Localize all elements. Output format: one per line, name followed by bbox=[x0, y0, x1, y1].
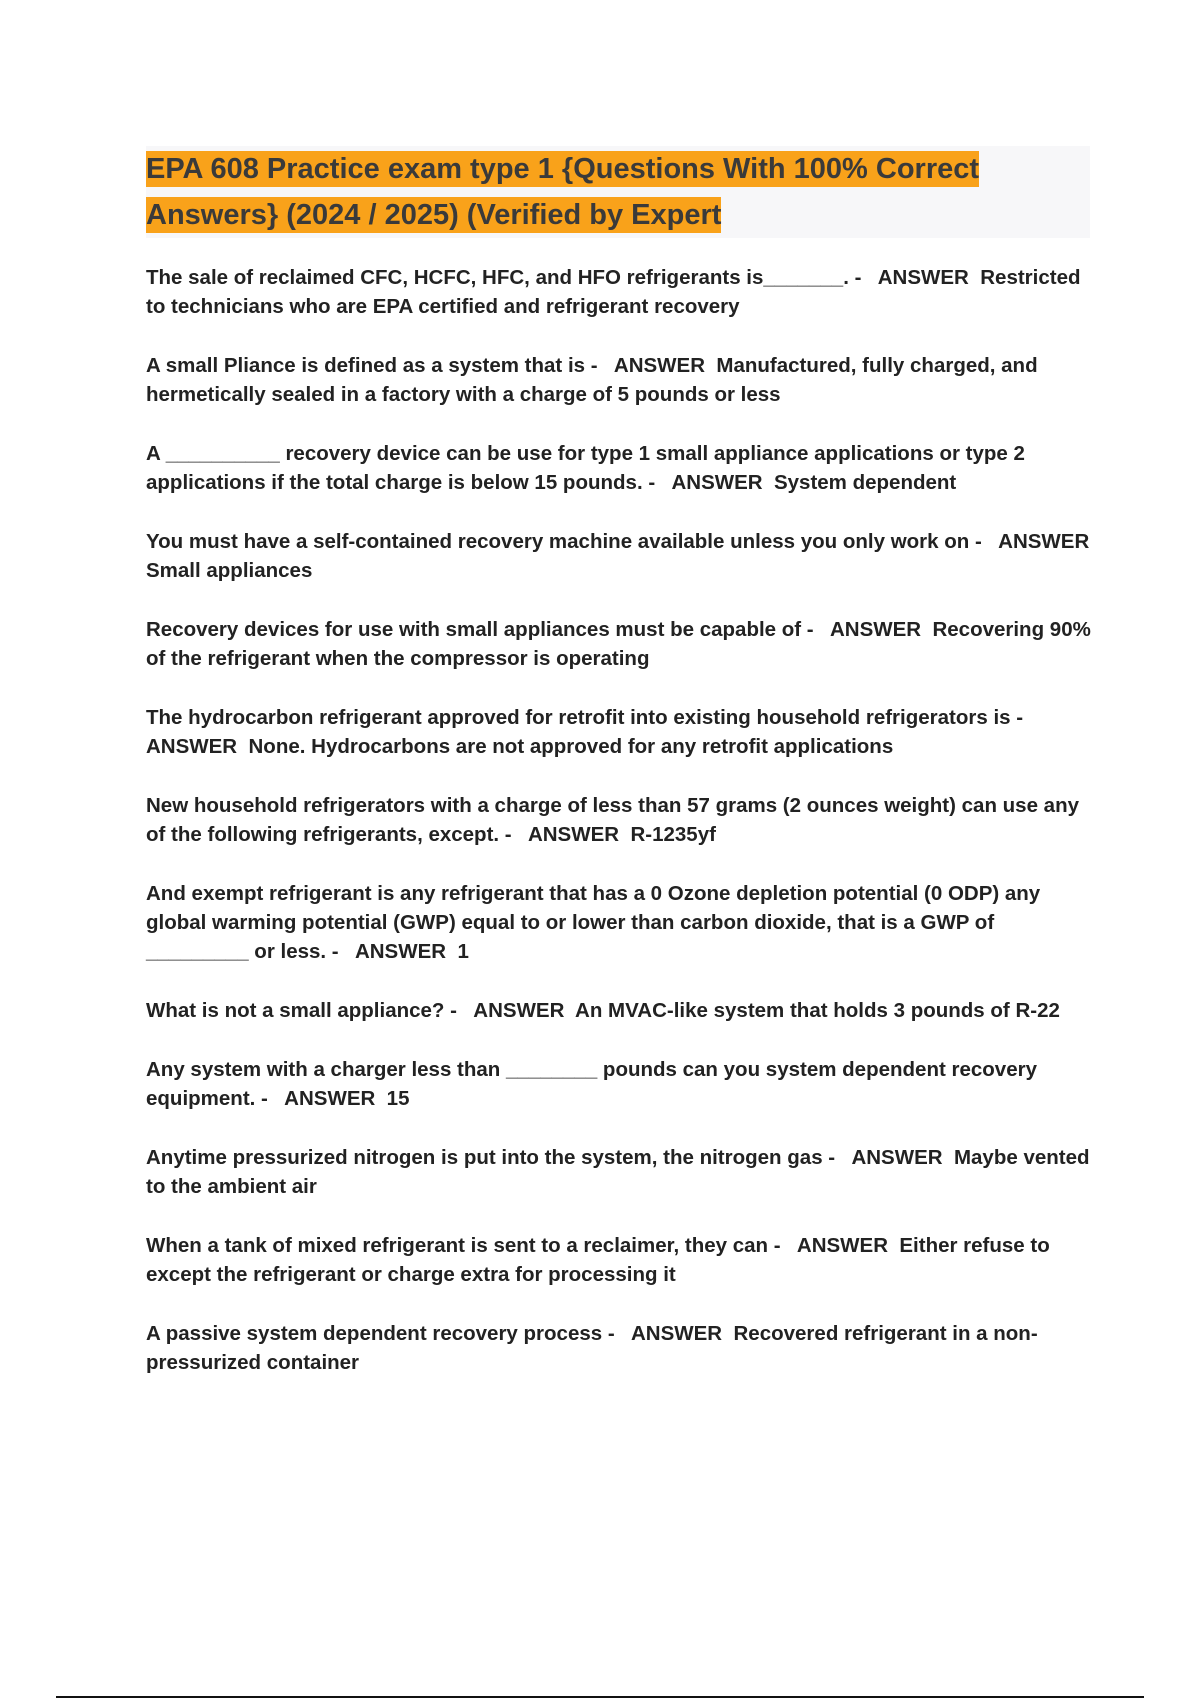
qa-item-3: A __________ recovery device can be use for type 1 small appliance applications or type 2 applications if the total charge is below 15 pounds. - ANSWER System dependent bbox=[146, 442, 1031, 494]
title-block bbox=[146, 146, 1090, 238]
qa-item-4: You must have a self-contained recovery machine available unless you only work on - ANSWER Small appliances bbox=[146, 530, 1101, 582]
qa-item-8: And exempt refrigerant is any refrigerant that has a 0 Ozone depletion potential (0 ODP) any global warming potential (GWP) equal to or lower than carbon dioxide, that is a GWP of _________ or less. - ANSWER 1 bbox=[146, 882, 1046, 963]
qa-item-9: What is not a small appliance? - ANSWER An MVAC-like system that holds 3 pounds of R-22 bbox=[146, 999, 1060, 1022]
qa-item-6: The hydrocarbon refrigerant approved for retrofit into existing household refrigerators is - ANSWER None. Hydrocarbons are not approved for any retrofit applications bbox=[146, 706, 1040, 758]
qa-item-7: New household refrigerators with a charge of less than 57 grams (2 ounces weight) can use any of the following refrigerants, except. - ANSWER R-1235yf bbox=[146, 794, 1085, 846]
qa-item-12: When a tank of mixed refrigerant is sent to a reclaimer, they can - ANSWER Either refuse to except the refrigerant or charge extra for processing it bbox=[146, 1234, 1056, 1286]
qa-item-13: A passive system dependent recovery process - ANSWER Recovered refrigerant in a non-pressurized container bbox=[146, 1322, 1038, 1374]
qa-item-5: Recovery devices for use with small appliances must be capable of - ANSWER Recovering 90% of the refrigerant when the compressor is operating bbox=[146, 618, 1097, 670]
document-title bbox=[146, 146, 1090, 238]
qa-item-10: Any system with a charger less than ________ pounds can you system dependent recovery equipment. - ANSWER 15 bbox=[146, 1058, 1043, 1110]
qa-item-11: Anytime pressurized nitrogen is put into the system, the nitrogen gas - ANSWER Maybe vented to the ambient air bbox=[146, 1146, 1096, 1198]
qa-item-1: The sale of reclaimed CFC, HCFC, HFC, and HFO refrigerants is_______. - ANSWER Restricted to technicians who are EPA certified and refrigerant recovery bbox=[146, 266, 1087, 318]
qa-item-2: A small Pliance is defined as a system that is - ANSWER Manufactured, fully charged, and hermetically sealed in a factory with a charge of 5 pounds or less bbox=[146, 354, 1044, 406]
qa-list bbox=[146, 263, 1101, 1407]
title-highlight: EPA 608 Practice exam type 1 {Questions With 100% Correct Answers} (2024 / 2025) (Verified by Expert bbox=[146, 153, 980, 231]
bottom-rule bbox=[56, 1696, 1144, 1698]
